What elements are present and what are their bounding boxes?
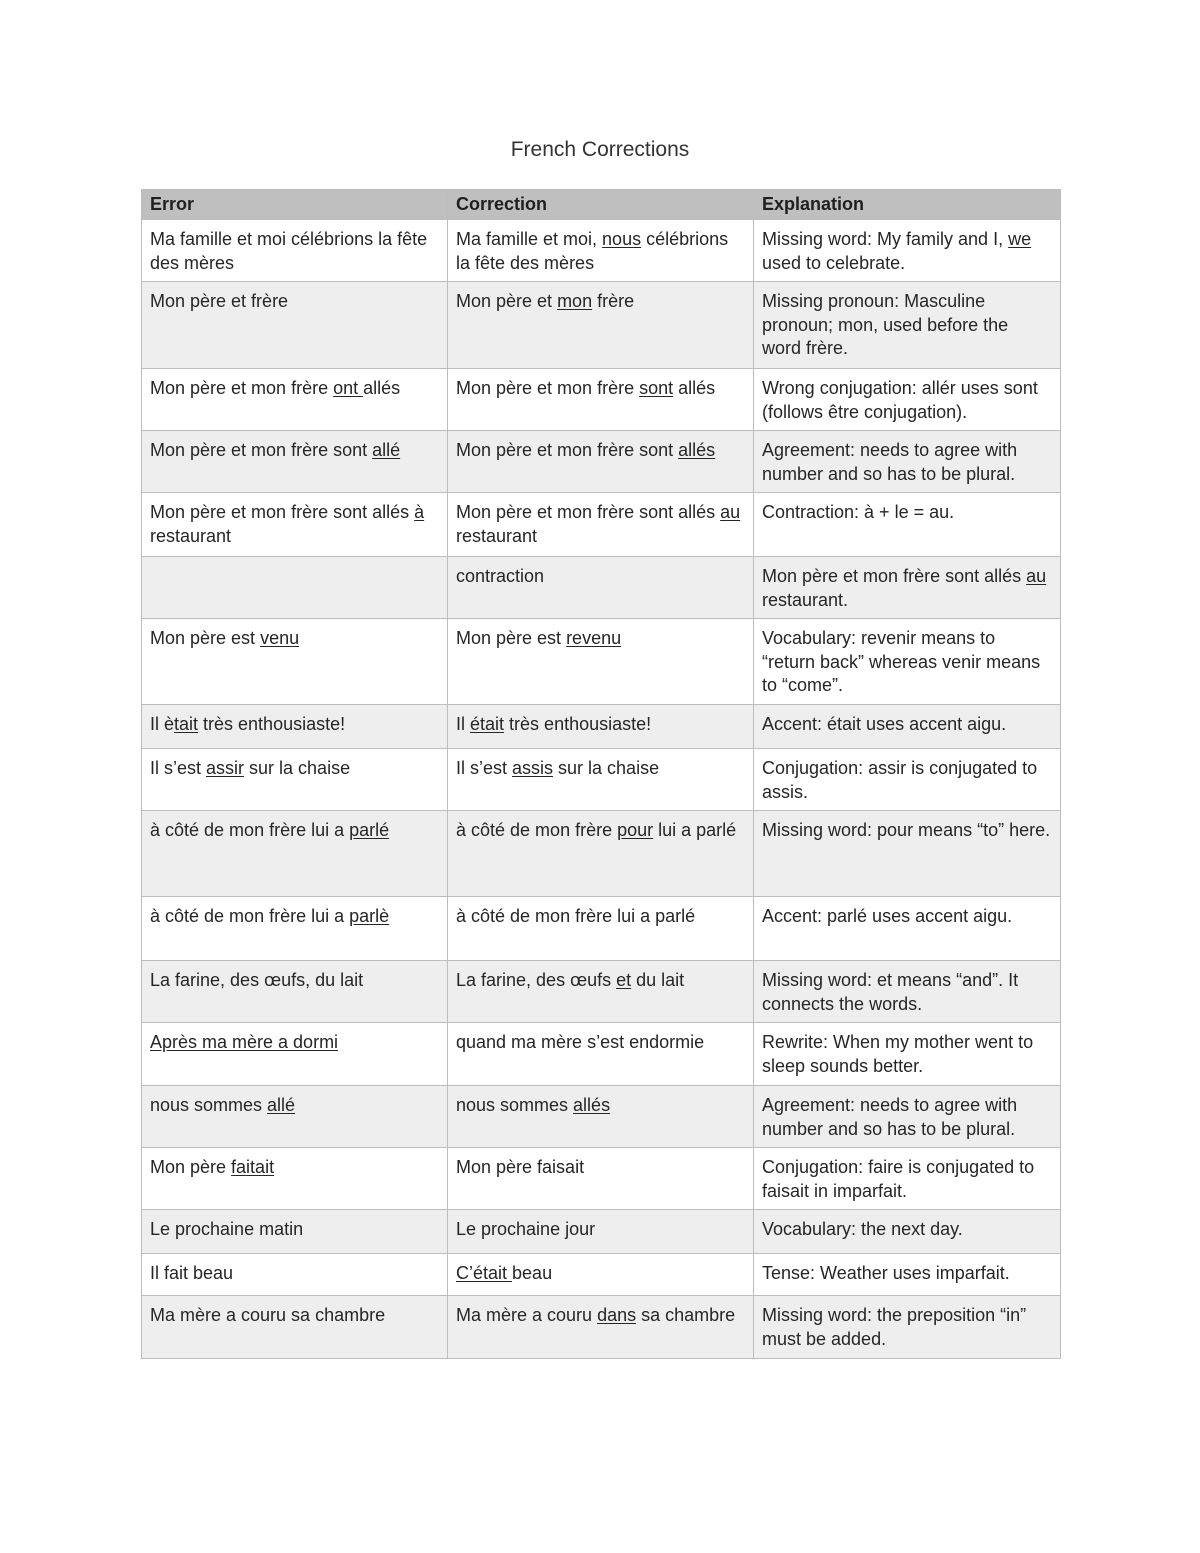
table-row: [142, 220, 1061, 282]
cell-text: quand ma mère s’est endormie: [456, 1032, 705, 1052]
cell-error: [142, 282, 448, 369]
cell-text: restaurant: [150, 525, 232, 546]
cell-explanation: [754, 749, 1061, 811]
underlined-text: à: [414, 502, 425, 522]
underlined-text: et: [616, 970, 632, 990]
cell-error: [142, 1148, 448, 1210]
cell-text: Ma mère a couru sa chambre: [150, 1305, 386, 1325]
underlined-text: assir: [206, 758, 245, 778]
underlined-text: nous: [602, 229, 642, 249]
cell-text: Mon père et mon frère sont: [456, 440, 679, 460]
cell-text: du lait: [631, 970, 685, 990]
cell-explanation: [754, 1086, 1061, 1148]
cell-text: nous sommes: [150, 1095, 268, 1115]
underlined-text: au: [720, 502, 741, 522]
cell-text: Missing word: the preposition “in” must be added.: [762, 1305, 1027, 1349]
cell-text: used to celebrate.: [762, 252, 906, 273]
cell-error: [142, 1210, 448, 1254]
cell-error: [142, 1296, 448, 1359]
cell-error: [142, 1254, 448, 1296]
cell-text: Missing word: et means “and”. It connects the words.: [762, 970, 1019, 1014]
table-row: [142, 1296, 1061, 1359]
cell-text: Ma mère a couru: [456, 1305, 598, 1325]
underlined-text: mon: [557, 291, 593, 311]
table-row: [142, 619, 1061, 705]
header-explanation: Explanation: [754, 190, 1061, 220]
cell-text: Mon père et mon frère sont allés: [762, 566, 1027, 586]
cell-text: Mon père et mon frère: [150, 378, 334, 398]
cell-correction: [448, 619, 754, 705]
cell-text: Mon père et mon frère: [456, 378, 640, 398]
cell-explanation: [754, 369, 1061, 431]
underlined-text: we: [1008, 229, 1032, 249]
table-body: [142, 220, 1061, 1359]
cell-text: frère: [592, 291, 635, 311]
cell-correction: [448, 1086, 754, 1148]
cell-text: Mon père et mon frère sont allés: [456, 502, 721, 522]
underlined-text: venu: [260, 628, 300, 648]
cell-correction: [448, 431, 754, 493]
header-error: Error: [142, 190, 448, 220]
underlined-text: ont: [333, 378, 364, 398]
cell-error: [142, 493, 448, 557]
cell-text: Conjugation: faire is conjugated to faisait in imparfait.: [762, 1157, 1035, 1201]
underlined-text: allés: [678, 440, 716, 460]
cell-text: Agreement: needs to agree with number and so has to be plural.: [762, 440, 1018, 484]
cell-error: [142, 897, 448, 961]
cell-text: à côté de mon frère lui a: [150, 820, 350, 840]
cell-explanation: [754, 1148, 1061, 1210]
cell-text: Accent: parlé uses accent aigu.: [762, 906, 1013, 926]
cell-explanation: [754, 811, 1061, 897]
cell-text: très enthousiaste!: [198, 714, 346, 734]
table-row: [142, 961, 1061, 1023]
cell-correction: [448, 493, 754, 557]
cell-text: Ma famille et moi,: [456, 229, 603, 249]
cell-text: Il s’est: [456, 758, 513, 778]
cell-text: Missing word: My family and I,: [762, 229, 1009, 249]
cell-text: Mon père faisait: [456, 1157, 585, 1177]
cell-text: beau: [512, 1263, 553, 1283]
cell-text: Accent: était uses accent aigu.: [762, 714, 1007, 734]
cell-text: sa chambre: [636, 1305, 736, 1325]
cell-text: Missing pronoun: Masculine pronoun; mon, used before the word frère.: [762, 291, 1009, 358]
cell-error: [142, 1086, 448, 1148]
cell-error: [142, 369, 448, 431]
cell-text: restaurant: [456, 525, 538, 546]
cell-correction: [448, 282, 754, 369]
cell-explanation: [754, 1210, 1061, 1254]
cell-explanation: [754, 705, 1061, 749]
cell-text: Vocabulary: the next day.: [762, 1219, 963, 1239]
underlined-text: pour: [617, 820, 654, 840]
cell-correction: [448, 220, 754, 282]
cell-explanation: [754, 1254, 1061, 1296]
underlined-text: revenu: [566, 628, 622, 648]
table-row: [142, 749, 1061, 811]
table-row: [142, 1254, 1061, 1296]
cell-text: Rewrite: When my mother went to sleep sounds better.: [762, 1032, 1034, 1076]
cell-correction: [448, 1296, 754, 1359]
table-row: [142, 369, 1061, 431]
cell-text: lui a parlé: [653, 820, 737, 840]
underlined-text: allés: [573, 1095, 611, 1115]
cell-text: Mon père et: [456, 291, 558, 311]
cell-text: La farine, des œufs, du lait: [150, 970, 364, 990]
cell-correction: [448, 1210, 754, 1254]
cell-error: [142, 811, 448, 897]
cell-explanation: [754, 493, 1061, 557]
cell-text: Agreement: needs to agree with number and so has to be plural.: [762, 1095, 1018, 1139]
cell-text: Mon père est: [150, 628, 261, 648]
cell-text: allés: [673, 378, 716, 398]
cell-error: [142, 961, 448, 1023]
underlined-text: au: [1026, 566, 1047, 586]
cell-text: La farine, des œufs: [456, 970, 617, 990]
page-title: French Corrections: [510, 138, 690, 161]
cell-correction: [448, 961, 754, 1023]
cell-error: [142, 1023, 448, 1086]
cell-explanation: [754, 282, 1061, 369]
cell-error: [142, 220, 448, 282]
cell-text: Vocabulary: revenir means to “return back” whereas venir means to “come”.: [762, 628, 1041, 695]
underlined-text: allé: [372, 440, 401, 460]
table-row: [142, 705, 1061, 749]
cell-text: sur la chaise: [553, 758, 660, 778]
cell-text: à côté de mon frère: [456, 820, 618, 840]
cell-correction: [448, 1148, 754, 1210]
header-correction: Correction: [448, 190, 754, 220]
cell-text: à côté de mon frère lui a: [150, 906, 350, 926]
cell-text: Mon père est: [456, 628, 567, 648]
cell-text: Tense: Weather uses imparfait.: [762, 1263, 1010, 1283]
cell-explanation: [754, 961, 1061, 1023]
cell-explanation: [754, 431, 1061, 493]
cell-text: Le prochaine jour: [456, 1219, 596, 1239]
underlined-text: faitait: [231, 1157, 275, 1177]
cell-text: Il s’est: [150, 758, 207, 778]
table-row: [142, 557, 1061, 619]
table-row: [142, 282, 1061, 369]
cell-text: Mon père et frère: [150, 291, 289, 311]
cell-correction: [448, 811, 754, 897]
table-row: [142, 897, 1061, 961]
cell-correction: [448, 369, 754, 431]
cell-explanation: [754, 220, 1061, 282]
cell-error: [142, 619, 448, 705]
cell-text: Mon père et mon frère sont: [150, 440, 373, 460]
cell-correction: [448, 1023, 754, 1086]
underlined-text: dans: [597, 1305, 637, 1325]
corrections-table: [141, 189, 1061, 1359]
cell-text: Contraction: à + le = au.: [762, 502, 955, 522]
cell-text: Mon père et mon frère sont allés: [150, 502, 415, 522]
cell-text: Le prochaine matin: [150, 1219, 304, 1239]
underlined-text: était: [470, 714, 505, 734]
underlined-text: allé: [267, 1095, 296, 1115]
cell-text: Mon père: [150, 1157, 232, 1177]
cell-text: contraction: [456, 566, 545, 586]
cell-text: Missing word: pour means “to” here.: [762, 820, 1051, 840]
cell-text: nous sommes: [456, 1095, 574, 1115]
cell-text: sur la chaise: [244, 758, 351, 778]
underlined-text: sont: [639, 378, 674, 398]
table-row: [142, 1210, 1061, 1254]
cell-text: Conjugation: assir is conjugated to assis.: [762, 758, 1038, 802]
table-row: [142, 1148, 1061, 1210]
cell-text: Ma famille et moi célébrions la fête des mères: [150, 229, 428, 273]
cell-correction: [448, 557, 754, 619]
table-header-row: [142, 190, 1061, 220]
cell-explanation: [754, 619, 1061, 705]
cell-correction: [448, 705, 754, 749]
cell-explanation: [754, 1023, 1061, 1086]
cell-text: Il fait beau: [150, 1263, 234, 1283]
cell-explanation: [754, 1296, 1061, 1359]
table-row: [142, 431, 1061, 493]
underlined-text: C’était: [456, 1263, 513, 1283]
cell-text: Il è: [150, 714, 175, 734]
table-row: [142, 493, 1061, 557]
cell-error: [142, 431, 448, 493]
cell-error: [142, 705, 448, 749]
cell-text: Wrong conjugation: allér uses sont (follows être conjugation).: [762, 378, 1038, 422]
cell-text: restaurant.: [762, 589, 849, 610]
underlined-text: parlé: [349, 820, 390, 840]
cell-correction: [448, 749, 754, 811]
cell-text: très enthousiaste!: [504, 714, 652, 734]
cell-explanation: [754, 557, 1061, 619]
cell-error: [142, 557, 448, 619]
cell-text: allés: [363, 378, 401, 398]
table-row: [142, 1023, 1061, 1086]
cell-text: à côté de mon frère lui a parlé: [456, 906, 696, 926]
cell-text: Il: [456, 714, 471, 734]
underlined-text: assis: [512, 758, 554, 778]
table-row: [142, 811, 1061, 897]
cell-error: [142, 749, 448, 811]
cell-correction: [448, 897, 754, 961]
underlined-text: tait: [174, 714, 199, 734]
underlined-text: parlè: [349, 906, 390, 926]
cell-explanation: [754, 897, 1061, 961]
cell-text: célébrions la fête des mères: [456, 229, 729, 273]
cell-correction: [448, 1254, 754, 1296]
underlined-text: Après ma mère a dormi: [150, 1032, 339, 1052]
table-row: [142, 1086, 1061, 1148]
